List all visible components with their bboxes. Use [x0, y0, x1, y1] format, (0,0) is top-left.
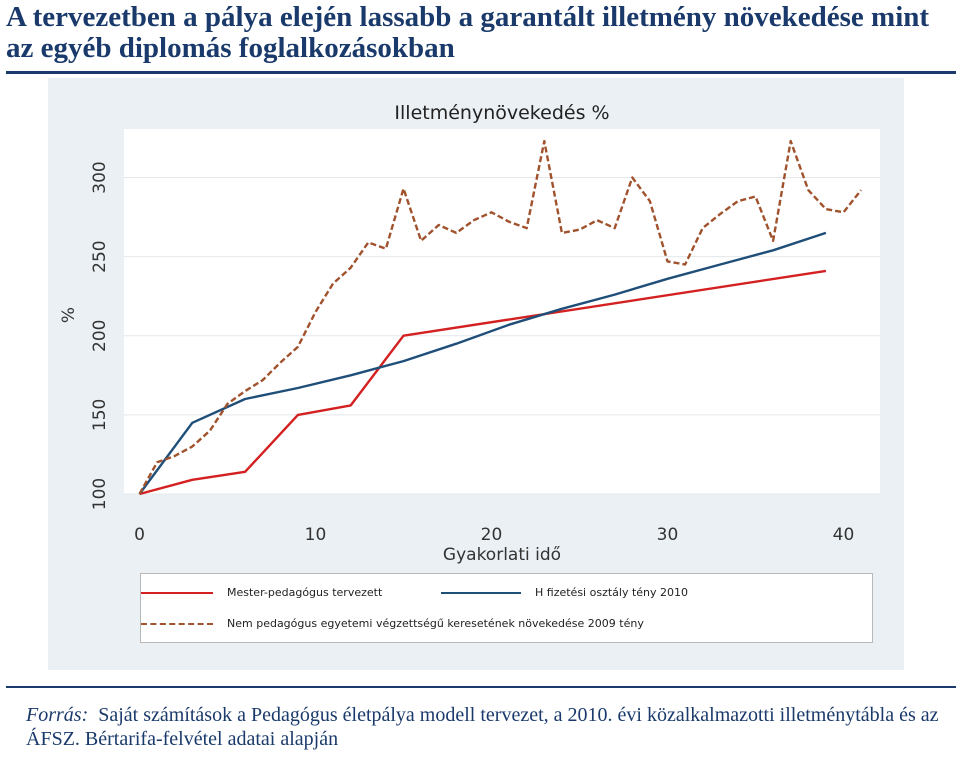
legend-label-nem-pedagogus: Nem pedagógus egyetemi végzettségű keresetének növekedése 2009 tény [227, 617, 644, 630]
source-text: Saját számítások a Pedagógus életpálya modell tervezet, a 2010. évi közalkalmazotti illetménytábla és az ÁFSZ. Bértarifa-felvétel adatai alapján [26, 704, 939, 750]
x-tick-label: 10 [304, 525, 327, 545]
x-tick-label: 40 [832, 525, 855, 545]
x-tick-label: 0 [134, 525, 145, 545]
plot-area [124, 129, 880, 494]
source-note [26, 703, 956, 751]
legend-swatch-brown [141, 623, 213, 625]
x-tick-label: 20 [480, 525, 503, 545]
legend [140, 573, 873, 643]
source-divider [6, 686, 956, 688]
legend-item-mester-pedagogus [141, 586, 382, 599]
source-lead: Forrás: [26, 704, 89, 726]
legend-swatch-red [141, 592, 213, 594]
legend-label-mester-pedagogus: Mester-pedagógus tervezett [227, 586, 383, 599]
y-tick-label: 300 [90, 161, 110, 194]
y-tick-label: 250 [90, 240, 110, 273]
y-axis-label: % [59, 306, 79, 324]
legend-label-h-fizetesi-osztaly: H fizetési osztály tény 2010 [535, 586, 689, 599]
legend-item-h-fizetesi-osztaly [441, 586, 688, 599]
x-tick-label: 30 [656, 525, 679, 545]
chart-title: Illetménynövekedés % [394, 102, 610, 124]
page-title: A tervezetben a pálya elején lassabb a garantált illetmény növekedése mint az egyéb diplomás foglalkozásokban [6, 1, 930, 64]
legend-swatch-blue [441, 592, 521, 594]
x-axis-label: Gyakorlati idő [442, 545, 562, 565]
legend-item-nem-pedagogus [141, 617, 644, 630]
y-tick-label: 100 [90, 477, 110, 511]
y-tick-label: 150 [90, 398, 110, 432]
y-tick-label: 200 [90, 319, 110, 352]
